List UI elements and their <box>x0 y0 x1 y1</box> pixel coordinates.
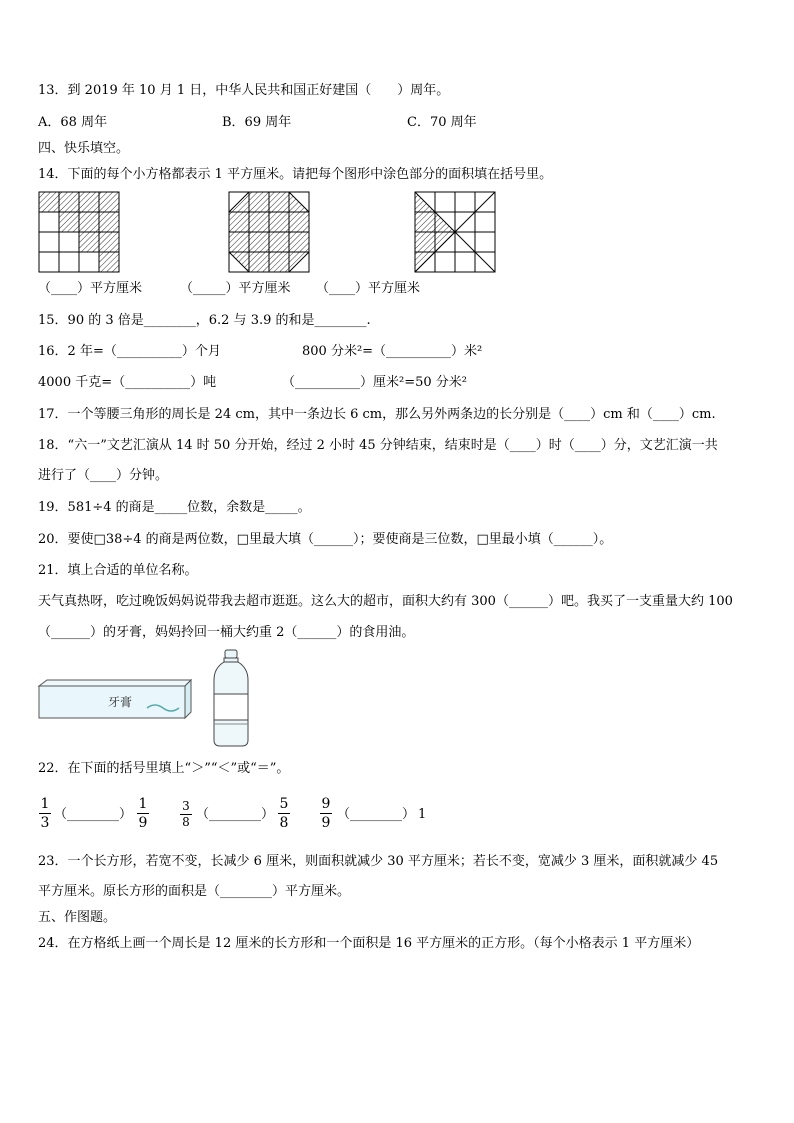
q21-line-1: 天气真热呀，吃过晚饭妈妈说带我去超市逛逛。这么大的超市，面积大约有 300（______）吧。我买了一支重量大约 100 <box>38 594 733 609</box>
q22-item-2-right-fraction <box>278 796 290 831</box>
q22-item-1-blank[interactable]: （________） <box>54 807 133 822</box>
q14-answer-1[interactable]: （____）平方厘米 <box>38 281 143 296</box>
q17-text: 17．一个等腰三角形的周长是 24 cm，其中一条边长 6 cm，那么另外两条边的长分别是（____）cm 和（____）cm. <box>38 407 716 422</box>
toothpaste-label: 牙膏 <box>108 695 133 709</box>
q13-option-b[interactable]: B．69 周年 <box>222 115 292 130</box>
q13-text: 13．到 2019 年 10 月 1 日，中华人民共和国正好建国（ ）周年。 <box>38 83 450 98</box>
numerator: 5 <box>279 796 289 812</box>
q23-line-2: 平方厘米。原长方形的面积是（________）平方厘米。 <box>38 884 351 899</box>
q21-title: 21．填上合适的单位名称。 <box>38 563 198 578</box>
q16-part-b: 800 分米²=（__________）米² <box>302 344 483 359</box>
denominator: 9 <box>321 815 331 831</box>
q22-item-1-left-fraction <box>39 796 51 831</box>
numerator: 1 <box>138 796 148 812</box>
q16-part-c: 4000 千克=（__________）吨 <box>38 375 217 390</box>
q14-figure-2 <box>229 192 309 272</box>
q14-text: 14．下面的每个小方格都表示 1 平方厘米。请把每个图形中涂色部分的面积填在括号里。 <box>38 167 553 182</box>
denominator: 8 <box>182 815 190 829</box>
q22-item-1-right-fraction <box>137 796 149 831</box>
numerator: 3 <box>182 799 190 813</box>
q13-option-c[interactable]: C．70 周年 <box>407 115 477 130</box>
q18-line-1: 18．“六一”文艺汇演从 14 时 50 分开始，经过 2 小时 45 分钟结束，结束时是（____）时（____）分，文艺汇演一共 <box>38 438 718 453</box>
denominator: 3 <box>40 815 50 831</box>
q20-text: 20．要使□38÷4 的商是两位数，□里最大填（______）；要使商是三位数，□里最小填（______）。 <box>38 532 613 547</box>
q21-line-2: （______）的牙膏，妈妈拎回一桶大约重 2（______）的食用油。 <box>38 625 415 640</box>
q22-item-3-blank[interactable]: （________） <box>337 807 416 822</box>
q14-figure-1 <box>39 192 119 272</box>
q24-text: 24．在方格纸上画一个周长是 12 厘米的长方形和一个面积是 16 平方厘米的正方形。（每个小格表示 1 平方厘米） <box>38 936 700 951</box>
numerator: 9 <box>321 796 331 812</box>
q22-item-3-left-fraction <box>320 796 332 831</box>
q22-item-2-blank[interactable]: （________） <box>196 807 275 822</box>
q19-text: 19．581÷4 的商是_____位数，余数是_____。 <box>38 500 311 515</box>
q14-figure-3 <box>415 192 495 272</box>
q14-answer-2[interactable]: （_____）平方厘米 <box>180 281 291 296</box>
q23-line-1: 23．一个长方形，若宽不变，长减少 6 厘米，则面积就减少 30 平方厘米；若长不变，宽减少 3 厘米，面积就减少 45 <box>38 854 719 869</box>
q22-item-3-right-value: 1 <box>418 807 427 822</box>
q15-text: 15．90 的 3 倍是________，6.2 与 3.9 的和是________. <box>38 313 371 328</box>
q14-answer-3[interactable]: （____）平方厘米 <box>316 281 421 296</box>
q22-item-2-left-fraction <box>180 800 192 829</box>
oil-bottle-image <box>212 650 250 748</box>
q18-line-2: 进行了（____）分钟。 <box>38 468 169 483</box>
denominator: 9 <box>138 815 148 831</box>
section-5-title: 五、作图题。 <box>38 910 117 925</box>
denominator: 8 <box>279 815 289 831</box>
section-4-title: 四、快乐填空。 <box>38 141 130 156</box>
q16-part-a: 16．2 年=（__________）个月 <box>38 344 221 359</box>
q22-title: 22．在下面的括号里填上“＞”“＜”或“＝”。 <box>38 761 290 776</box>
q16-part-d: （__________）厘米²=50 分米² <box>282 375 467 390</box>
q13-option-a[interactable]: A．68 周年 <box>38 115 108 130</box>
numerator: 1 <box>40 796 50 812</box>
